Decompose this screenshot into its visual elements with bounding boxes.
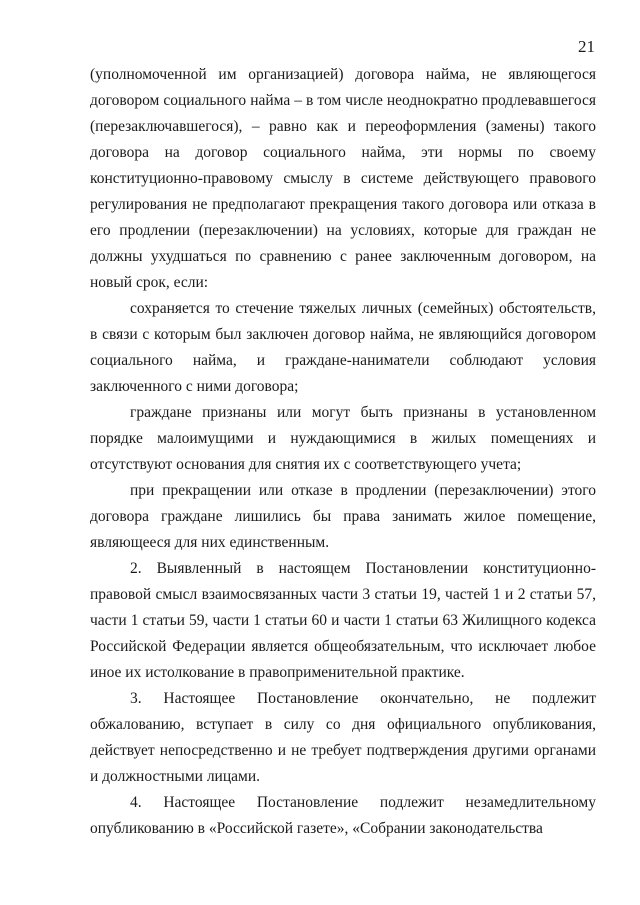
document-body	[90, 62, 596, 842]
paragraph-7: 4. Настоящее Постановление подлежит незамедлительному опубликованию в «Российской газете», «Собрании законодательства	[90, 794, 596, 837]
paragraph-3: граждане признаны или могут быть признаны в установленном порядке малоимущими и нуждающимися в жилых помещениях и отсутствуют основания для снятия их с соответствующего учета;	[90, 404, 596, 473]
page-number: 21	[578, 37, 595, 56]
paragraph-4: при прекращении или отказе в продлении (перезаключении) этого договора граждане лишились бы права занимать жилое помещение, являющееся для них единственным.	[90, 482, 596, 551]
paragraph-5: 2. Выявленный в настоящем Постановлении конституционно-правовой смысл взаимосвязанных части 3 статьи 19, частей 1 и 2 статьи 57, части 1 статьи 59, части 1 статьи 60 и части 1 статьи 63 Жилищного кодекса Российской Федерации является общеобязательным, что исключает любое иное их истолкование в правоприменительной практике.	[90, 560, 596, 681]
paragraph-2: сохраняется то стечение тяжелых личных (семейных) обстоятельств, в связи с которым был заключен договор найма, не являющийся договором социального найма, и граждане-наниматели соблюдают условия заключенного с ними договора;	[90, 300, 596, 395]
paragraph-6: 3. Настоящее Постановление окончательно, не подлежит обжалованию, вступает в силу со дня официального опубликования, действует непосредственно и не требует подтверждения другими органами и должностными лицами.	[90, 690, 596, 785]
paragraph-1: (уполномоченной им организацией) договора найма, не являющегося договором социального найма – в том числе неоднократно продлевавшегося (перезаключавшегося), – равно как и переоформления (замены) такого договора на договор социального найма, эти нормы по своему конституционно-правовому смыслу в системе действующего правового регулирования не предполагают прекращения такого договора или отказа в его продлении (перезаключении) на условиях, которые для граждан не должны ухудшаться по сравнению с ранее заключенным договором, на новый срок, если:	[90, 66, 596, 291]
